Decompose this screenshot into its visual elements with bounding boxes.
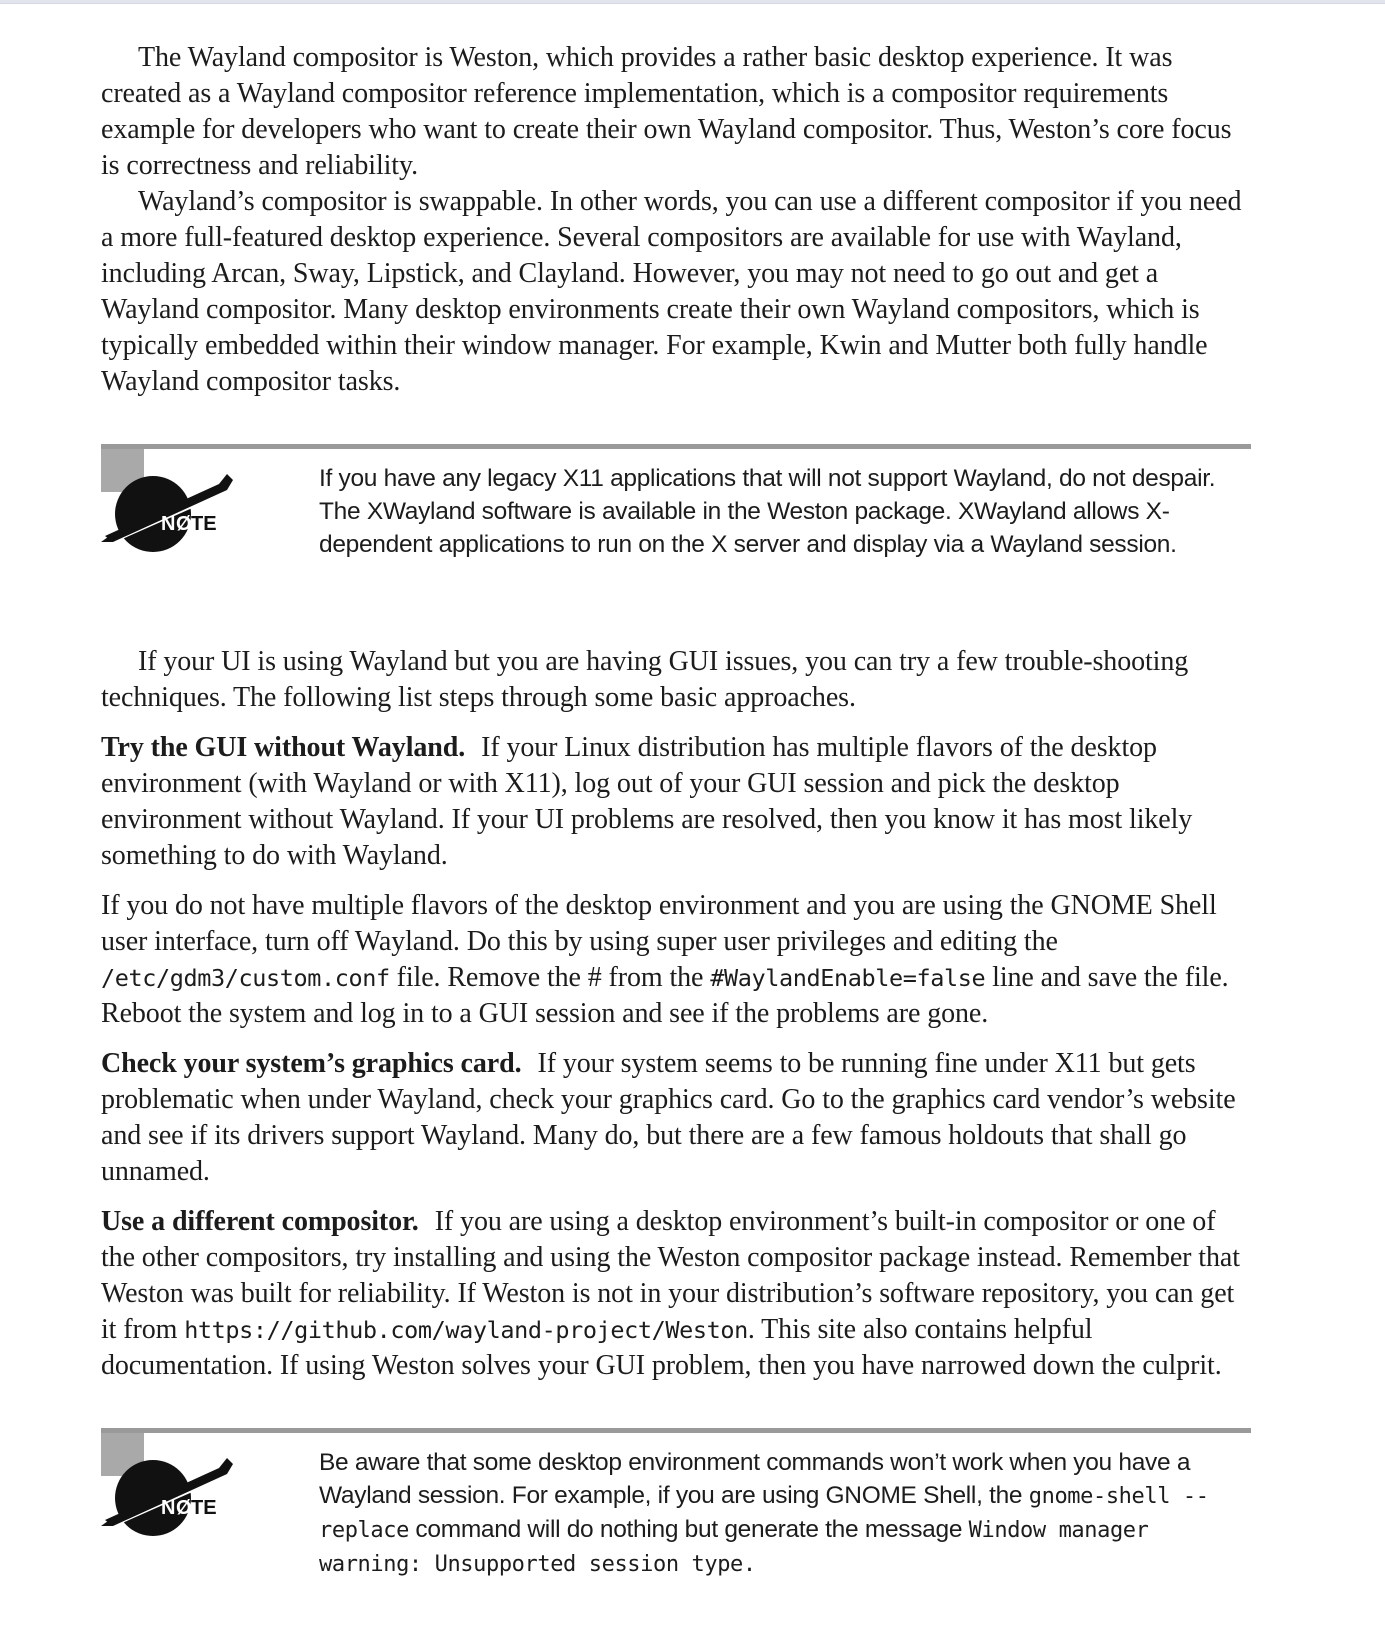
list-term: Use a different compositor. <box>101 1206 419 1237</box>
config-line-code: #WaylandEnable=false <box>710 964 986 992</box>
paragraph-compositor-swappable: Wayland’s compositor is swappable. In other words, you can use a different compositor if you need a more full-featured desktop experience. Several compositors are available for use with Wayland, including Arcan, Sway, Lipstick, and Clayland. However, you may not need to go out and get a Wayland compositor. Many desktop environments create their own Wayland compositors, which is typically embedded within their window manager. For example, Kwin and Mutter both fully handle Wayland compositor tasks. <box>101 186 1242 397</box>
book-page <box>101 40 1251 1628</box>
svg-text:Ø: Ø <box>176 513 192 535</box>
note-divider <box>101 444 1251 449</box>
svg-text:Ø: Ø <box>176 1497 192 1519</box>
list-term: Try the GUI without Wayland. <box>101 732 466 763</box>
list-body: . This site also contains helpful documentation. If using Weston solves your GUI problem, then you have narrowed down the culprit. <box>101 1314 1222 1381</box>
paragraph-troubleshooting-intro: If your UI is using Wayland but you are having GUI issues, you can try a few trouble-shooting techniques. The following list steps through some basic approaches. <box>101 646 1189 713</box>
list-item-try-without-wayland <box>101 730 1251 874</box>
svg-text:TE: TE <box>191 1497 217 1519</box>
note-text-part: Be aware that some desktop environment commands won’t work when you have a Wayland session. For example, if you are using GNOME Shell, the <box>319 1449 1191 1509</box>
note-pen-icon <box>101 462 236 552</box>
weston-url-link[interactable]: https://github.com/wayland-project/Weston <box>184 1316 748 1344</box>
note-text-part: command will do nothing but generate the message <box>408 1516 969 1543</box>
list-body: If you are using a desktop environment’s built-in compositor or one of the other compositors, try installing and using the Weston compositor package instead. Remember that Weston was built for reliability. If Weston is not in your distribution’s software repository, you can get it from <box>101 1206 1240 1345</box>
list-item-gnome-disable-wayland <box>101 888 1251 1032</box>
list-term: Check your system’s graphics card. <box>101 1048 522 1079</box>
svg-text:N: N <box>161 1497 176 1519</box>
list-item-different-compositor <box>101 1204 1251 1384</box>
note-text <box>319 1446 1239 1581</box>
file-path-code: /etc/gdm3/custom.conf <box>101 964 390 992</box>
note-box-xwayland <box>101 444 1251 644</box>
note-divider <box>101 1428 1251 1433</box>
list-body: file. Remove the # from the <box>389 962 711 993</box>
list-body: If you do not have multiple flavors of the desktop environment and you are using the GNOME Shell user interface, turn off Wayland. Do this by using super user privileges and editing the <box>101 890 1217 957</box>
list-body: If your system seems to be running fine under X11 but gets problematic when under Wayland, check your graphics card. Go to the graphics card vendor’s website and see if its drivers support Wayland. Many do, but there are a few famous holdouts that shall go unnamed. <box>101 1048 1236 1187</box>
note-box-unsupported-commands <box>101 1428 1251 1628</box>
list-body: If your Linux distribution has multiple flavors of the desktop environment (with Wayland or with X11), log out of your GUI session and pick the desktop environment without Wayland. If your UI problems are resolved, then you know it has most likely something to do with Wayland. <box>101 732 1193 871</box>
note-text: If you have any legacy X11 applications that will not support Wayland, do not despair. The XWayland software is available in the Weston package. XWayland allows X-dependent applications to run on the X server and display via a Wayland session. <box>319 465 1216 558</box>
list-body: line and save the file. Reboot the system and log in to a GUI session and see if the problems are gone. <box>101 962 1229 1029</box>
viewer-top-bar <box>0 0 1385 4</box>
svg-text:N: N <box>161 513 176 535</box>
list-item-check-graphics-card <box>101 1046 1251 1190</box>
svg-text:TE: TE <box>191 513 217 535</box>
command-code: gnome-shell --replace <box>319 1484 1209 1543</box>
warning-message-code: Window manager warning: Unsupported session type. <box>319 1518 1149 1577</box>
note-pen-icon <box>101 1446 236 1536</box>
paragraph-weston-intro: The Wayland compositor is Weston, which provides a rather basic desktop experience. It was created as a Wayland compositor reference implementation, which is a compositor requirements example for developers who want to create their own Wayland compositor. Thus, Weston’s core focus is correctness and reliability. <box>101 42 1232 181</box>
